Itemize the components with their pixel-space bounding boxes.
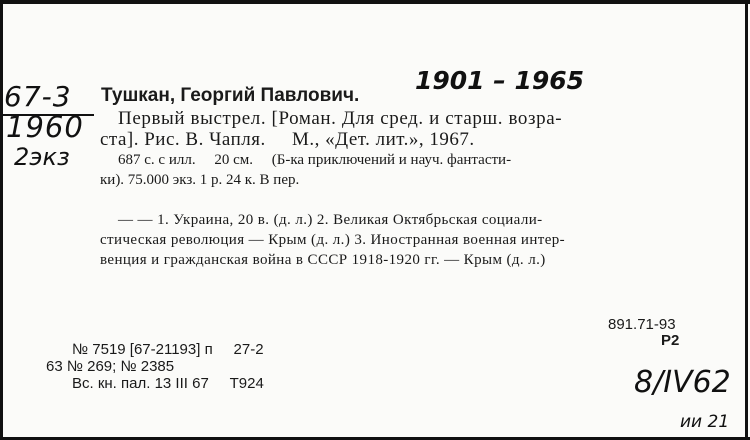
subjects-line-1: — — 1. Украина, 20 в. (д. л.) 2. Великая Октябрьская социали- [118,212,543,228]
copies-note: 2экз [14,143,70,171]
physical-line-1: 687 с. с илл. 20 см. (Б-ка приключений и науч. фантасти- [118,152,512,168]
handwritten-margin-note: 8/IV62 [634,365,731,400]
footer-line-2: 63 № 269; № 2385 [46,358,175,375]
subjects-line-2: стическая революция — Крым (д. л.) 3. Иностранная военная интер- [100,232,566,248]
physical-line-2: ки). 75.000 экз. 1 р. 24 к. В пер. [100,172,300,188]
title-line-2: ста]. Рис. В. Чапля. М., «Дет. лит.», 1967. [100,129,475,150]
title-line-1: Первый выстрел. [Роман. Для сред. и старш. возра- [118,108,563,129]
author-heading: Тушкан, Георгий Павлович. [101,85,360,106]
footer-line-1: № 7519 [67-21193] п 27-2 [72,341,264,358]
handwritten-corner-note: ии 21 [680,412,730,432]
bbk-code: Р2 [661,332,680,349]
call-number-bottom: 1960 [6,110,84,144]
author-life-years: 1901 – 1965 [415,66,585,95]
card-border-left [0,0,3,440]
footer-line-3: Вс. кн. пал. 13 III 67 Т924 [72,375,264,392]
card-border-right [745,0,748,440]
subjects-line-3: венция и гражданская война в СССР 1918-1920 гг. — Крым (д. л.) [100,252,546,268]
udc-code: 891.71-93 [608,316,676,333]
card-border-top [0,0,750,4]
call-number-top: 67-3 [4,80,72,113]
